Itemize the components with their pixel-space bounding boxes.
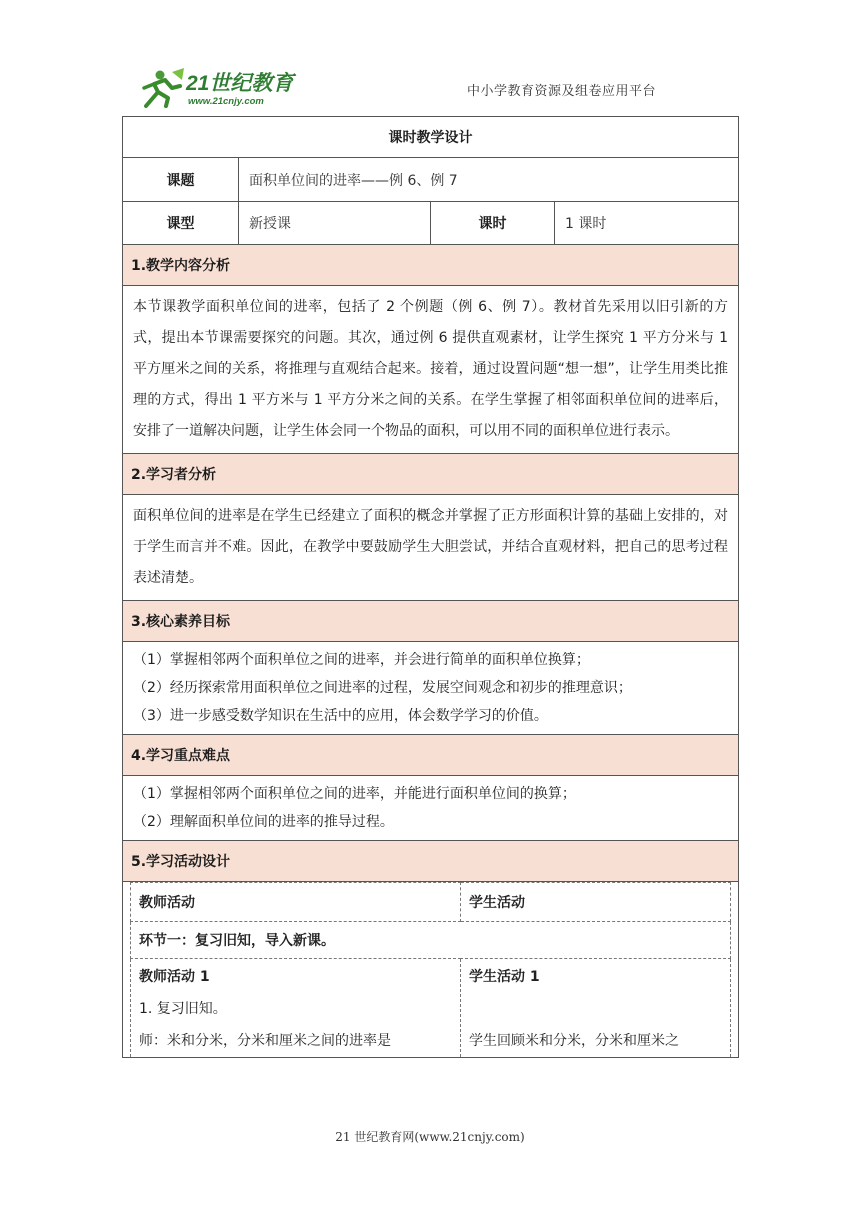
student-activity-header: 学生活动 <box>461 883 731 922</box>
topic-value: 面积单位间的进率——例 6、例 7 <box>239 158 739 202</box>
stage-one-row <box>131 922 731 959</box>
21cnjy-logo <box>138 66 308 108</box>
list-item: （2）理解面积单位间的进率的推导过程。 <box>133 814 394 830</box>
activity-table <box>130 882 731 1057</box>
svg-text:21世纪教育: 21世纪教育 <box>186 72 294 95</box>
key-points-list <box>123 776 739 841</box>
table-title: 课时教学设计 <box>123 117 739 158</box>
topic-label: 课题 <box>123 158 239 202</box>
student-activity-1 <box>461 959 731 1058</box>
hours-label: 课时 <box>431 202 555 245</box>
platform-name: 中小学教育资源及组卷应用平台 <box>467 84 657 99</box>
list-item: （1）掌握相邻两个面积单位之间的进率，并能进行面积单位间的换算； <box>133 786 576 802</box>
teacher-activity-1 <box>131 959 461 1058</box>
content-analysis-text: 本节课教学面积单位间的进率，包括了 2 个例题（例 6、例 7）。教材首先采用以旧引新的方式，提出本节课需要探究的问题。其次，通过例 6 提供直观素材，让学生探究 1 平方分米与 1 平方厘米之间的关系，将推理与直观结合起来。接着，通过设置问题“想一想”，让学生用类比推理的方式，得出 1 平方米与 1 平方分米之间的关系。在学生掌握了相邻面积单位间的进率后，安排了一道解决问题，让学生体会同一个物品的面积，可以用不同的面积单位进行表示。 <box>123 286 739 454</box>
lesson-design-table <box>122 116 739 1058</box>
teacher-activity-1-line: 1. 复习旧知。 <box>139 1001 227 1017</box>
page-header <box>0 0 860 116</box>
list-item: （3）进一步感受数学知识在生活中的应用，体会数学学习的价值。 <box>133 708 548 724</box>
type-label: 课型 <box>123 202 239 245</box>
list-item: （2）经历探索常用面积单位之间进率的过程，发展空间观念和初步的推理意识； <box>133 680 632 696</box>
student-activity-1-line <box>469 993 722 1025</box>
section-heading-learner-analysis: 2.学习者分析 <box>123 454 739 495</box>
teacher-activity-1-line: 师：米和分米，分米和厘米之间的进率是 <box>139 1033 391 1049</box>
list-item: （1）掌握相邻两个面积单位之间的进率，并会进行简单的面积单位换算； <box>133 652 590 668</box>
stage-one-label: 环节一：复习旧知，导入新课。 <box>139 933 335 949</box>
svg-text:www.21cnjy.com: www.21cnjy.com <box>188 96 264 107</box>
section-heading-core-goals: 3.核心素养目标 <box>123 601 739 642</box>
core-goals-list <box>123 642 739 735</box>
section-heading-activity-design: 5.学习活动设计 <box>123 841 739 882</box>
section-heading-content-analysis: 1.教学内容分析 <box>123 245 739 286</box>
page-footer: 21 世纪教育网(www.21cnjy.com) <box>335 1130 525 1144</box>
type-value: 新授课 <box>239 202 431 245</box>
section-heading-key-points: 4.学习重点难点 <box>123 735 739 776</box>
hours-value: 1 课时 <box>555 202 739 245</box>
student-activity-1-title: 学生活动 1 <box>469 969 540 985</box>
teacher-activity-header: 教师活动 <box>131 883 461 922</box>
student-activity-1-line: 学生回顾米和分米，分米和厘米之 <box>469 1033 679 1049</box>
teacher-activity-1-title: 教师活动 1 <box>139 969 210 985</box>
activity-design-cell <box>123 882 739 1058</box>
learner-analysis-text: 面积单位间的进率是在学生已经建立了面积的概念并掌握了正方形面积计算的基础上安排的，对于学生而言并不难。因此，在教学中要鼓励学生大胆尝试，并结合直观材料，把自己的思考过程表述清楚。 <box>123 495 739 601</box>
